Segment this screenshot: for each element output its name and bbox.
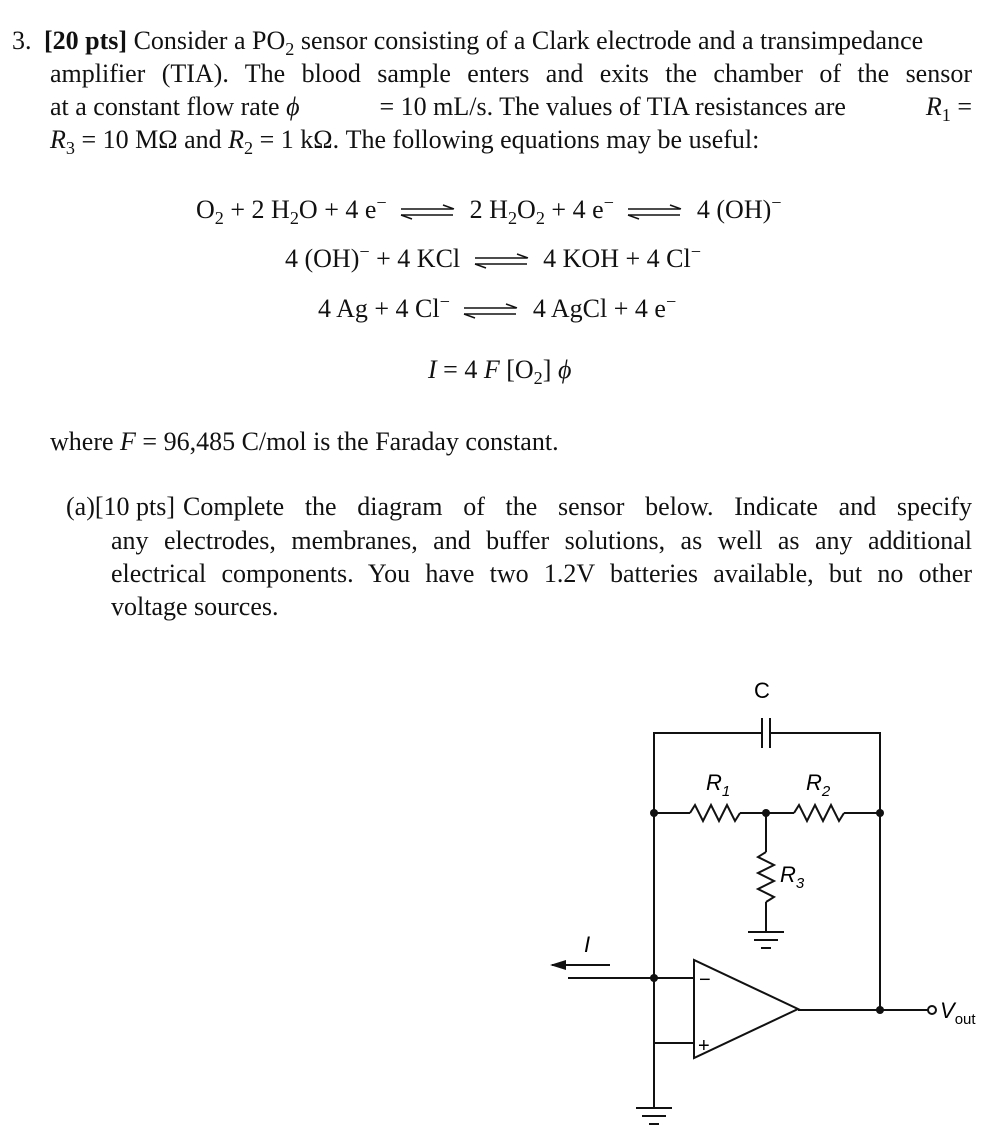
- part-a-line-3: electrical components. You have two 1.2V batteries available, but no other: [111, 559, 972, 588]
- part-a-line-2: any electrodes, membranes, and buffer solutions, as well as any additional: [111, 526, 972, 555]
- noninverting-input-label: +: [698, 1035, 710, 1057]
- inverting-input-label: −: [699, 969, 711, 991]
- equilibrium-arrow-icon: [399, 204, 457, 220]
- r2-symbol: R: [228, 125, 245, 154]
- equation-4: I = 4 F $[O_2]$ ϕ: [428, 355, 572, 389]
- equals-sign: =: [957, 92, 972, 121]
- equilibrium-arrow-icon: [626, 204, 684, 220]
- r2-label: $R_2$: [806, 770, 831, 800]
- r2-resistor-icon: [794, 805, 844, 821]
- problem-line-2: amplifier (TIA). The blood sample enters and exits the chamber of the sensor: [50, 59, 972, 88]
- r1-symbol: R: [925, 92, 942, 121]
- problem-number: 3.: [12, 26, 32, 55]
- problem-points: [20 pts]: [44, 26, 128, 55]
- part-a-line-1: [66, 490, 972, 523]
- po2-subscript: 2: [285, 39, 295, 60]
- phi-symbol: ϕ: [286, 92, 300, 121]
- part-a-line-4: voltage sources.: [111, 592, 279, 621]
- vout-label: $V_{out}$: [940, 998, 976, 1028]
- tia-circuit-diagram: [0, 660, 1000, 1136]
- r3-symbol: R: [50, 125, 66, 154]
- equilibrium-arrow-icon: [462, 303, 520, 319]
- equation-3: 4 Ag + 4 Cl− 4 AgCl + 4 e−: [318, 291, 677, 323]
- problem-line-4: $R_3 = 10$ MΩ and $R_2 = 1$ kΩ. The following equations may be useful:: [50, 125, 760, 159]
- problem-line-1: [12, 24, 924, 60]
- tia-resistances-text: = 10 mL/s. The values of TIA resistances are: [379, 92, 846, 121]
- vout-terminal: [928, 1006, 936, 1014]
- capacitor-label: C: [754, 678, 770, 703]
- part-a-label: (a): [66, 492, 95, 521]
- r3-label: $R_3$: [780, 862, 805, 892]
- equation-1: $O_2 + 2$ $H_2O + 4$ e− 2 $H_2O_2 + 4$ e− 4 (OH)−: [196, 192, 782, 229]
- problem-text-1b: sensor consisting of a Clark electrode and a transimpedance: [300, 26, 924, 55]
- flow-rate-text: at a constant flow rate: [50, 92, 280, 121]
- current-label: I: [584, 932, 591, 957]
- problem-text-1a: Consider a PO: [133, 26, 286, 55]
- equation-2: 4 (OH)− + 4 KCl 4 KOH + 4 Cl−: [285, 241, 701, 273]
- r1-label: $R_1$: [706, 770, 731, 800]
- equilibrium-arrow-icon: [473, 253, 531, 269]
- part-a-text-1: Complete the diagram of the sensor below. Indicate and specify: [183, 492, 972, 521]
- problem-line-3: at a constant flow rate ϕ = 10 mL/s. The values of TIA resistances are $R_1$ =: [50, 92, 972, 126]
- faraday-constant-text: where F = 96,485 C/mol is the Faraday constant.: [50, 427, 559, 456]
- part-a-points: [10 pts]: [94, 492, 176, 521]
- r1-resistor-icon: [690, 805, 740, 821]
- r2-value-text: = 1 kΩ. The following equations may be useful:: [259, 125, 760, 154]
- r3-value-text: = 10 MΩ and: [81, 125, 222, 154]
- r3-resistor-icon: [758, 852, 774, 902]
